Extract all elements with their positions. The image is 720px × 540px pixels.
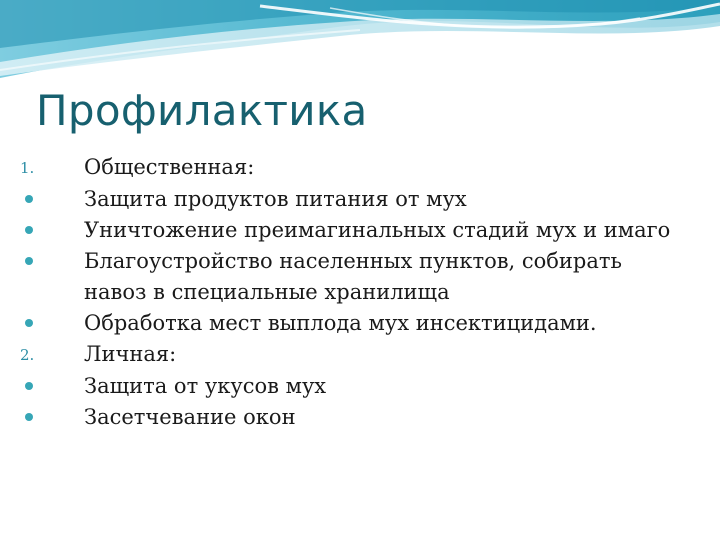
list-item bbox=[20, 215, 680, 246]
bullet-icon bbox=[20, 184, 84, 203]
bullet-dot-icon bbox=[25, 226, 33, 234]
bullet-dot-icon bbox=[25, 413, 33, 421]
list-item-text: Засетчевание окон bbox=[84, 405, 296, 429]
list-item bbox=[20, 402, 680, 433]
bullet-icon bbox=[20, 402, 84, 421]
list-item-text: Благоустройство населенных пунктов, собирать навоз в специальные хранилища bbox=[84, 249, 622, 304]
list-item bbox=[20, 152, 680, 184]
list-item bbox=[20, 246, 680, 308]
list-item-text: Защита от укусов мух bbox=[84, 374, 327, 398]
bullet-icon bbox=[20, 308, 84, 327]
list-item bbox=[20, 339, 680, 371]
content-list bbox=[20, 152, 680, 433]
list-item bbox=[20, 371, 680, 402]
bullet-icon bbox=[20, 215, 84, 234]
bullet-dot-icon bbox=[25, 257, 33, 265]
list-item-text: Общественная: bbox=[84, 155, 255, 179]
bullet-icon bbox=[20, 371, 84, 390]
list-item-text: Обработка мест выплода мух инсектицидами. bbox=[84, 311, 597, 335]
list-item-text: Личная: bbox=[84, 342, 177, 366]
slide-title: Профилактика bbox=[36, 86, 368, 135]
list-item bbox=[20, 184, 680, 215]
bullet-dot-icon bbox=[25, 195, 33, 203]
list-item bbox=[20, 308, 680, 339]
bullet-dot-icon bbox=[25, 382, 33, 390]
bullet-dot-icon bbox=[25, 319, 33, 327]
list-number: 2. bbox=[20, 346, 35, 364]
header-wave-decoration bbox=[0, 0, 720, 90]
list-number: 1. bbox=[20, 159, 35, 177]
list-item-text: Защита продуктов питания от мух bbox=[84, 187, 467, 211]
bullet-icon bbox=[20, 246, 84, 265]
list-item-text: Уничтожение преимагинальных стадий мух и имаго bbox=[84, 218, 671, 242]
